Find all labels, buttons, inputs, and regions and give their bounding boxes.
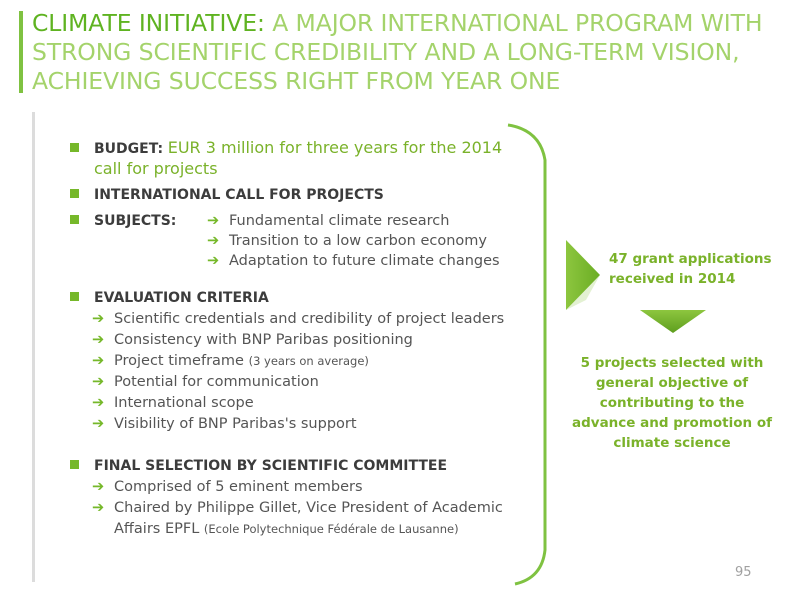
call-item <box>70 185 540 205</box>
square-bullet-icon <box>70 143 79 152</box>
call-label: INTERNATIONAL CALL FOR PROJECTS <box>94 187 384 203</box>
list-item: ➔ International scope <box>70 393 540 414</box>
down-arrow-icon <box>640 310 706 333</box>
applications-callout: 47 grant applications received in 2014 <box>609 251 772 287</box>
square-bullet-icon <box>70 292 79 301</box>
criteria-item <box>70 287 540 309</box>
right-arrow-icon: ➔ <box>92 479 105 495</box>
budget-value-continued: call for projects <box>94 159 218 178</box>
epfl-note: (Ecole Polytechnique Fédérale de Lausanne) <box>203 522 459 536</box>
list-item: ➔ Scientific credentials and credibility of project leaders <box>70 309 540 330</box>
list-item: ➔ Comprised of 5 eminent members <box>70 477 540 498</box>
budget-label: BUDGET: <box>94 141 164 157</box>
list-item: ➔ Chaired by Philippe Gillet, Vice President of Academic <box>70 498 540 519</box>
right-arrow-icon: ➔ <box>207 253 220 269</box>
selected-projects-callout: 5 projects selected with general objective of contributing to the advance and promotion of climate science <box>572 355 772 451</box>
right-arrow-icon: ➔ <box>207 233 220 249</box>
right-arrow-icon: ➔ <box>92 311 105 327</box>
title-lead: CLIMATE INITIATIVE: <box>32 9 265 37</box>
budget-value: EUR 3 million for three years for the 2014 <box>167 138 503 157</box>
list-item: ➔ Adaptation to future climate changes <box>207 253 500 269</box>
subjects-item <box>70 211 540 271</box>
list-item: ➔ Fundamental climate research <box>207 213 450 229</box>
right-arrow-icon: ➔ <box>92 500 105 516</box>
list-item-continued: Affairs EPFL (Ecole Polytechnique Fédérale de Lausanne) <box>114 521 459 537</box>
main-content <box>70 138 540 540</box>
title-rest: A MAJOR INTERNATIONAL PROGRAM WITH STRONG SCIENTIFIC CREDIBILITY AND A LONG-TERM VISION, ACHIEVING SUCCESS RIGHT FROM YEAR ONE <box>32 9 763 95</box>
list-item: ➔ Transition to a low carbon economy <box>207 233 487 249</box>
criteria-label: EVALUATION CRITERIA <box>94 290 269 306</box>
subjects-list <box>207 211 500 271</box>
square-bullet-icon <box>70 460 79 469</box>
right-arrow-icon <box>566 240 600 310</box>
subjects-label: SUBJECTS: <box>94 213 177 229</box>
budget-item <box>70 138 540 159</box>
square-bullet-icon <box>70 215 79 224</box>
right-arrow-icon: ➔ <box>92 374 105 390</box>
selection-item <box>70 455 540 477</box>
selection-label: FINAL SELECTION BY SCIENTIFIC COMMITTEE <box>94 458 448 474</box>
square-bullet-icon <box>70 189 79 198</box>
list-item: ➔ Potential for communication <box>70 372 540 393</box>
timeframe-note: (3 years on average) <box>248 354 369 368</box>
right-arrow-icon: ➔ <box>92 353 105 369</box>
right-arrow-icon: ➔ <box>92 416 105 432</box>
list-item: ➔ Project timeframe (3 years on average) <box>70 351 540 372</box>
right-arrow-icon: ➔ <box>92 332 105 348</box>
list-item: ➔ Visibility of BNP Paribas's support <box>70 414 540 435</box>
page-number: 95 <box>735 565 752 580</box>
right-arrow-icon: ➔ <box>92 395 105 411</box>
right-arrow-icon: ➔ <box>207 213 220 229</box>
list-item: ➔ Consistency with BNP Paribas positioning <box>70 330 540 351</box>
